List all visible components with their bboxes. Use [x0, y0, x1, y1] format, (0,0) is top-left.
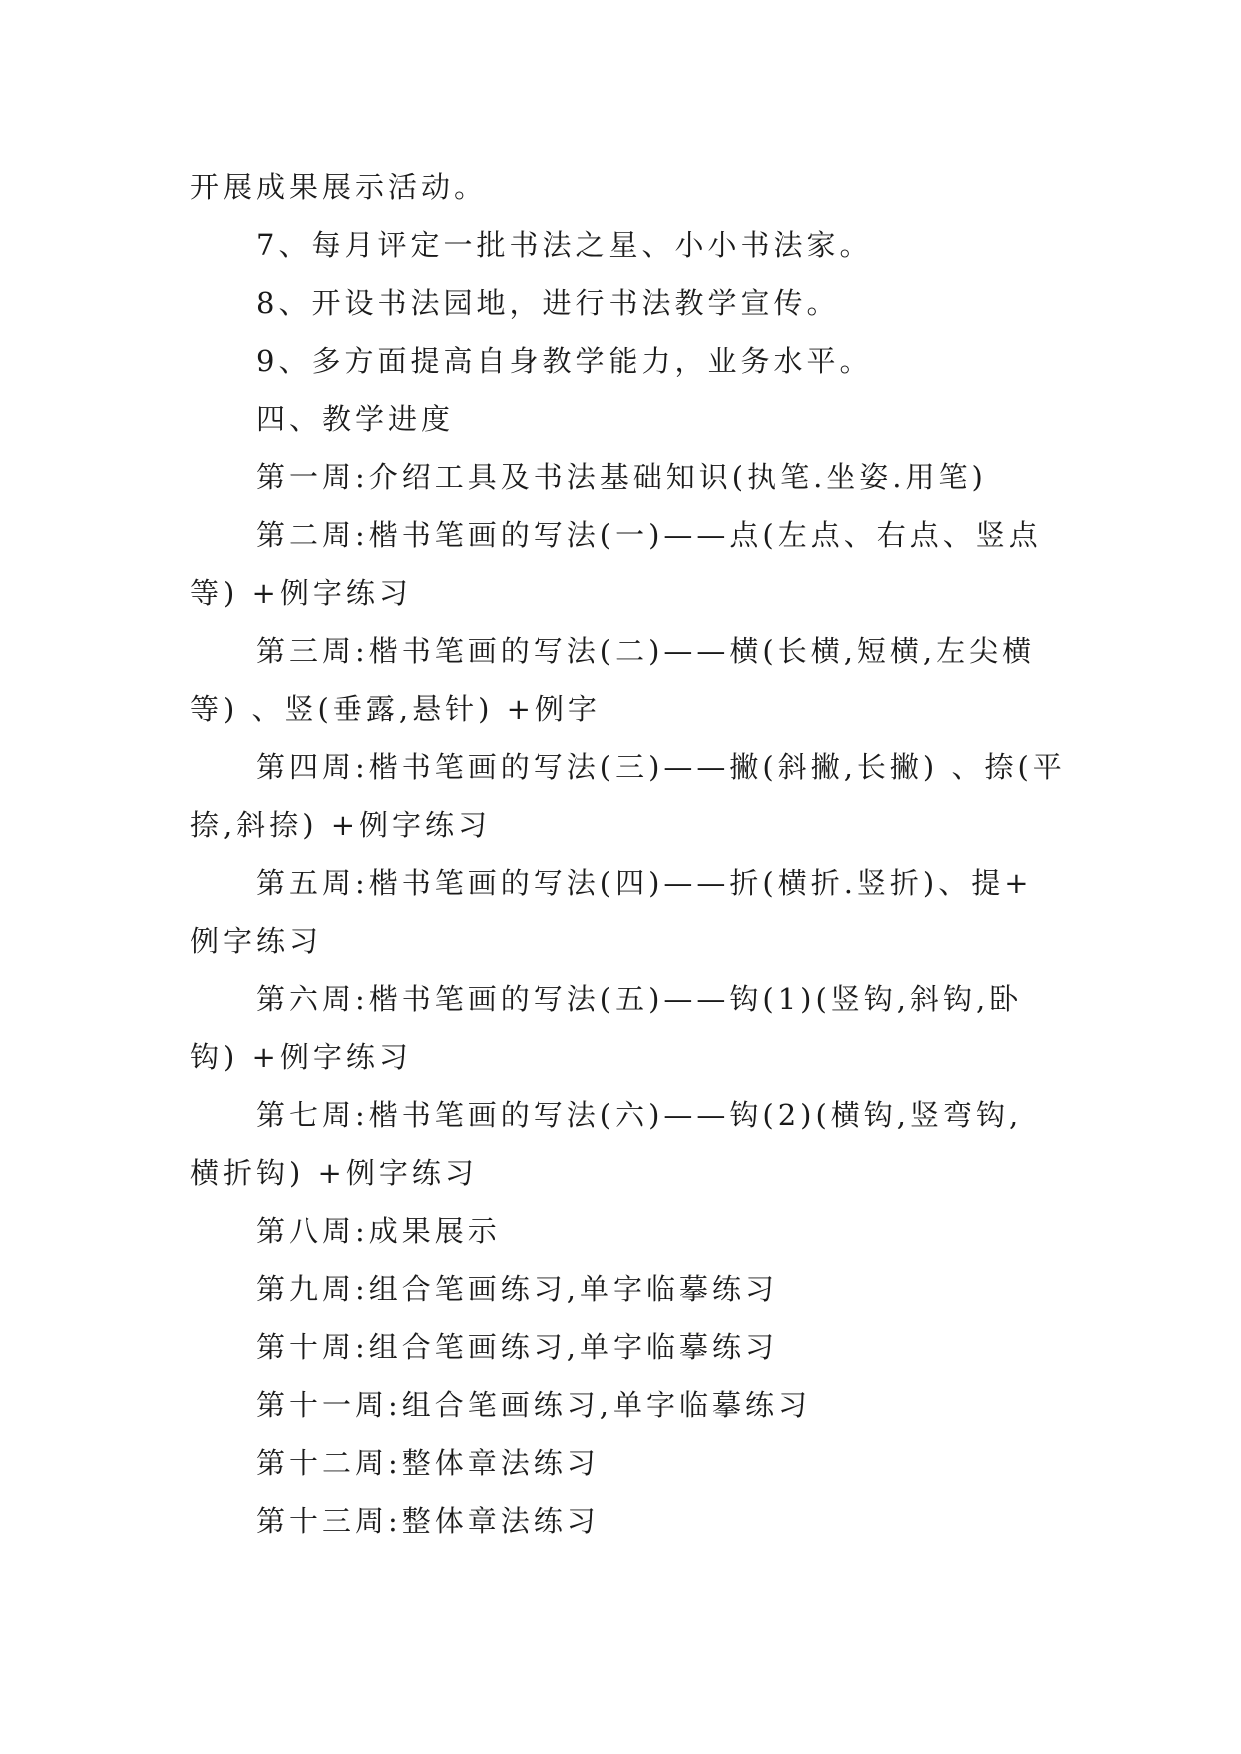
paragraph-line: 开展成果展示活动。: [190, 170, 488, 204]
schedule-line: 第十二周:整体章法练习: [256, 1446, 600, 1480]
schedule-line: 第七周:楷书笔画的写法(六)——钩(2)(横钩,竖弯钩,: [256, 1098, 1023, 1132]
schedule-line-continued: 钩) +例字练习: [190, 1040, 412, 1074]
document-body: [190, 158, 1066, 1550]
schedule-line: 第三周:楷书笔画的写法(二)——横(长横,短横,左尖横: [256, 634, 1036, 668]
schedule-line: 第二周:楷书笔画的写法(一)——点(左点、右点、竖点: [256, 518, 1042, 552]
schedule-line: 第十三周:整体章法练习: [256, 1504, 600, 1538]
schedule-line: 第一周:介绍工具及书法基础知识(执笔.坐姿.用笔): [256, 460, 987, 494]
paragraph-line: 9、多方面提高自身教学能力，业务水平。: [256, 344, 873, 378]
schedule-line-continued: 例字练习: [190, 924, 323, 958]
schedule-line-continued: 横折钩) +例字练习: [190, 1156, 478, 1190]
section-heading: 四、教学进度: [256, 402, 455, 436]
schedule-line-continued: 等) 、竖(垂露,悬针) +例字: [190, 692, 601, 726]
paragraph-line: 7、每月评定一批书法之星、小小书法家。: [256, 228, 873, 262]
schedule-line-continued: 等) +例字练习: [190, 576, 412, 610]
paragraph-line: 8、开设书法园地，进行书法教学宣传。: [256, 286, 840, 320]
schedule-line: 第九周:组合笔画练习,单字临摹练习: [256, 1272, 778, 1306]
schedule-line: 第五周:楷书笔画的写法(四)——折(横折.竖折)、提+: [256, 866, 1033, 900]
schedule-line: 第四周:楷书笔画的写法(三)——撇(斜撇,长撇) 、捺(平: [256, 750, 1066, 784]
schedule-line-continued: 捺,斜捺) +例字练习: [190, 808, 492, 842]
schedule-line: 第八周:成果展示: [256, 1214, 501, 1248]
schedule-line: 第十一周:组合笔画练习,单字临摹练习: [256, 1388, 811, 1422]
schedule-line: 第十周:组合笔画练习,单字临摹练习: [256, 1330, 778, 1364]
schedule-line: 第六周:楷书笔画的写法(五)——钩(1)(竖钩,斜钩,卧: [256, 982, 1023, 1016]
